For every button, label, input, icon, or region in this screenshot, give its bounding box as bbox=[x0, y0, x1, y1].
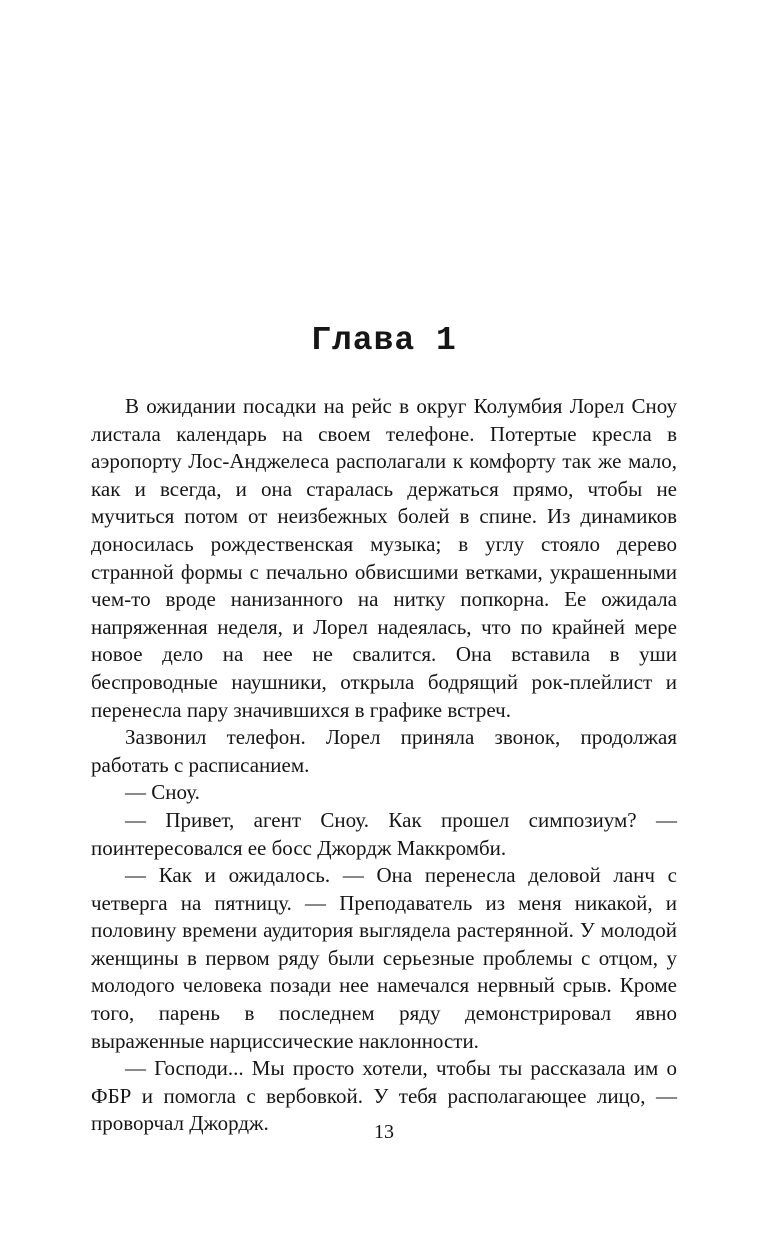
paragraph-dialogue: — Привет, агент Сноу. Как прошел симпозиум? — поинтересовался ее босс Джордж Маккромби. bbox=[91, 807, 677, 860]
paragraph: Зазвонил телефон. Лорел приняла звонок, продолжая работать с расписанием. bbox=[91, 725, 677, 777]
paragraph: В ожидании посадки на рейс в округ Колумбия Лорел Сноу листала календарь на своем телефоне. Потертые кресла в аэропорту Лос-Анджелеса располагали к комфорту так же мало, как и всегда, и она старалась держаться прямо, чтобы не мучиться потом от неизбежных болей в спине. Из динамиков доносилась рождественская музыка; в углу стояло дерево странной формы с печально обвисшими ветками, украшенными чем-то вроде нанизанного на нитку попкорна. Ее ожидала напряженная неделя, и Лорел надеялась, что по крайней мере новое дело на нее не свалится. Она вставила в уши беспроводные наушники, открыла бодрящий рок-плейлист и перенесла пару значившихся в графике встреч. bbox=[91, 394, 677, 722]
chapter-title: Глава 1 bbox=[311, 322, 457, 359]
paragraph-dialogue: — Как и ожидалось. — Она перенесла деловой ланч с четверга на пятницу. — Преподаватель из меня никакой, и половину времени аудитория выглядела растерянной. У молодой женщины в первом ряду были серьезные проблемы с отцом, у молодого человека позади нее намечался нервный срыв. Кроме того, парень в последнем ряду демонстрировал явно выраженные нарциссические наклонности. bbox=[91, 863, 677, 1053]
paragraph-dialogue: — Господи... Мы просто хотели, чтобы ты рассказала им о ФБР и помогла с вербовкой. У тебя располагающее лицо, — проворчал Джордж. bbox=[91, 1056, 677, 1136]
page-number: 13 bbox=[374, 1121, 394, 1143]
text-block bbox=[91, 393, 677, 1138]
paragraph-dialogue: — Сноу. bbox=[125, 780, 200, 805]
